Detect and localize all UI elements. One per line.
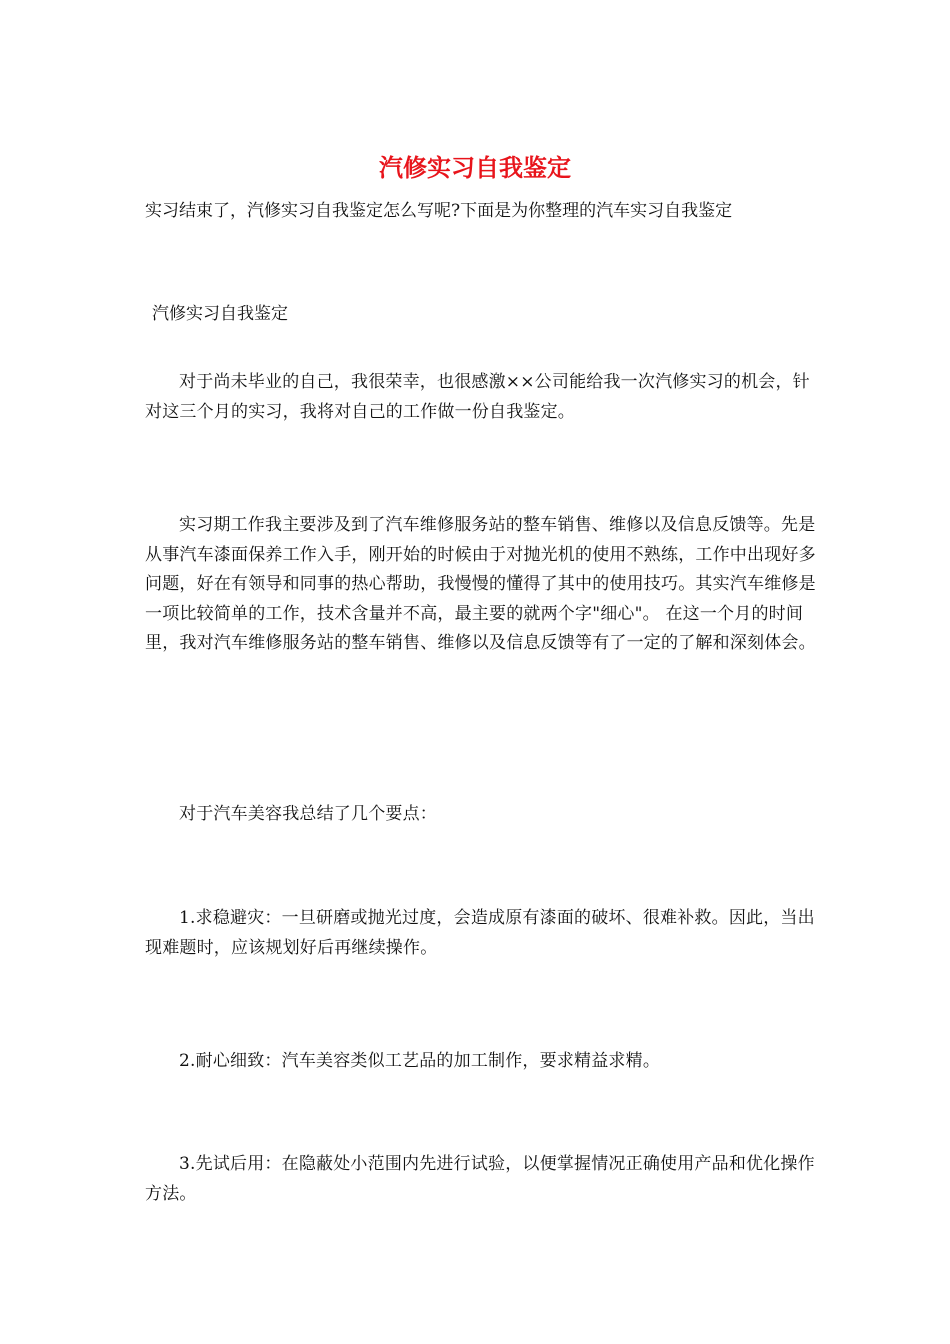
paragraph-3: 对于汽车美容我总结了几个要点： xyxy=(179,804,437,824)
paragraph-1: 对于尚未毕业的自己，我很荣幸，也很感激××公司能给我一次汽修实习的机会，针对这三个月的实习，我将对自己的工作做一份自我鉴定。 xyxy=(145,372,810,422)
paragraph-2: 实习期工作我主要涉及到了汽车维修服务站的整车销售、维修以及信息反馈等。先是从事汽车漆面保养工作入手，刚开始的时候由于对抛光机的使用不熟练，工作中出现好多问题，好在有领导和同事的热心帮助，我慢慢的懂得了其中的使用技巧。其实汽车维修是一项比较简单的工作，技术含量并不高，最主要的就两个字"细心"。 在这一个月的时间里，我对汽车维修服务站的整车销售、维修以及信息反馈等有了一定的了解和深刻体会。 xyxy=(145,515,816,653)
paragraph-5: 2.耐心细致：汽车美容类似工艺品的加工制作，要求精益求精。 xyxy=(179,1051,661,1071)
section-subheading: 汽修实习自我鉴定 xyxy=(152,304,288,324)
intro-text: 实习结束了，汽修实习自我鉴定怎么写呢?下面是为你整理的汽车实习自我鉴定 xyxy=(145,201,733,221)
document-title: 汽修实习自我鉴定 xyxy=(379,153,571,182)
paragraph-4: 1.求稳避灾：一旦研磨或抛光过度，会造成原有漆面的破坏、很难补救。因此，当出现难题时，应该规划好后再继续操作。 xyxy=(145,908,815,958)
paragraph-6: 3.先试后用：在隐蔽处小范围内先进行试验，以便掌握情况正确使用产品和优化操作方法。 xyxy=(145,1154,815,1204)
